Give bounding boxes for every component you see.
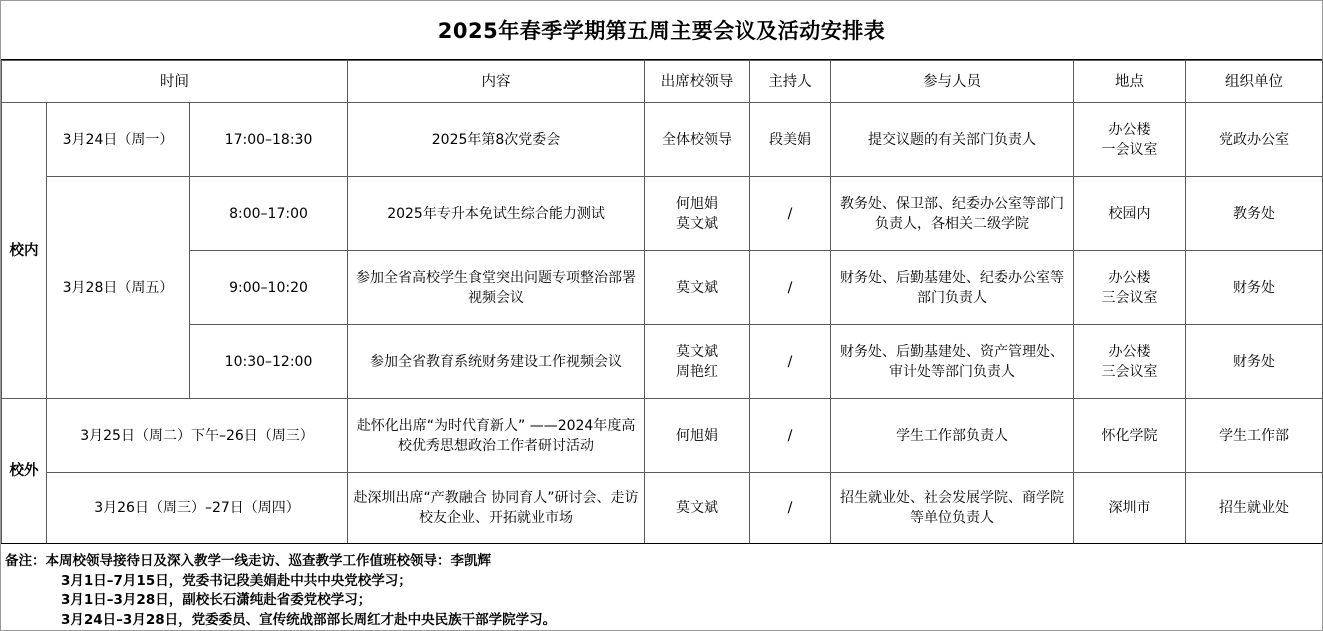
- participants-cell: 教务处、保卫部、纪委办公室等部门负责人，各相关二级学院: [831, 177, 1074, 251]
- table-row: [2, 325, 1323, 399]
- location-cell: 办公楼 三会议室: [1074, 325, 1186, 399]
- content-cell: 参加全省教育系统财务建设工作视频会议: [348, 325, 645, 399]
- header-organizer: 组织单位: [1186, 61, 1323, 103]
- header-participants: 参与人员: [831, 61, 1074, 103]
- participants-cell: 财务处、后勤基建处、资产管理处、审计处等部门负责人: [831, 325, 1074, 399]
- organizer-cell: 学生工作部: [1186, 399, 1323, 473]
- remarks-block: [1, 543, 1322, 630]
- header-host: 主持人: [750, 61, 831, 103]
- organizer-cell: 财务处: [1186, 251, 1323, 325]
- host-cell: 段美娟: [750, 103, 831, 177]
- table-row: [2, 251, 1323, 325]
- organizer-cell: 党政办公室: [1186, 103, 1323, 177]
- date-cell: 3月28日（周五）: [47, 177, 190, 399]
- schedule-table: [1, 60, 1323, 544]
- leader-cell: 何旭娟: [645, 399, 750, 473]
- datetime-cell: 3月26日（周三）–27日（周四）: [47, 473, 348, 544]
- group-off-campus: 校外: [2, 399, 47, 544]
- content-cell: 2025年第8次党委会: [348, 103, 645, 177]
- location-cell: 办公楼 一会议室: [1074, 103, 1186, 177]
- participants-cell: 财务处、后勤基建处、纪委办公室等部门负责人: [831, 251, 1074, 325]
- content-cell: 赴怀化出席“为时代育新人” ——2024年度高校优秀思想政治工作者研讨活动: [348, 399, 645, 473]
- participants-cell: 提交议题的有关部门负责人: [831, 103, 1074, 177]
- content-cell: 赴深圳出席“产教融合 协同育人”研讨会、走访校友企业、开拓就业市场: [348, 473, 645, 544]
- location-cell: 深圳市: [1074, 473, 1186, 544]
- time-cell: 9:00–10:20: [190, 251, 348, 325]
- remark-line: 3月1日–7月15日，党委书记段美娟赴中共中央党校学习；: [61, 572, 412, 589]
- participants-cell: 招生就业处、社会发展学院、商学院等单位负责人: [831, 473, 1074, 544]
- remark-line: 3月24日–3月28日，党委委员、宣传统战部部长周红才赴中央民族干部学院学习。: [61, 611, 557, 628]
- host-cell: /: [750, 251, 831, 325]
- group-on-campus: 校内: [2, 103, 47, 399]
- table-row: [2, 473, 1323, 544]
- organizer-cell: 招生就业处: [1186, 473, 1323, 544]
- leader-cell: 莫文斌: [645, 251, 750, 325]
- location-cell: 怀化学院: [1074, 399, 1186, 473]
- remark-line: 3月1日–3月28日，副校长石潇纯赴省委党校学习；: [61, 592, 372, 608]
- header-location: 地点: [1074, 61, 1186, 103]
- header-time: 时间: [2, 61, 348, 103]
- host-cell: /: [750, 325, 831, 399]
- datetime-cell: 3月25日（周二）下午–26日（周三）: [47, 399, 348, 473]
- location-cell: 办公楼 三会议室: [1074, 251, 1186, 325]
- date-cell: 3月24日（周一）: [47, 103, 190, 177]
- leader-cell: 莫文斌 周艳红: [645, 325, 750, 399]
- table-row: [2, 103, 1323, 177]
- location-cell: 校园内: [1074, 177, 1186, 251]
- content-cell: 参加全省高校学生食堂突出问题专项整治部署视频会议: [348, 251, 645, 325]
- table-row: [2, 399, 1323, 473]
- header-content: 内容: [348, 61, 645, 103]
- participants-cell: 学生工作部负责人: [831, 399, 1074, 473]
- leader-cell: 莫文斌: [645, 473, 750, 544]
- content-cell: 2025年专升本免试生综合能力测试: [348, 177, 645, 251]
- time-cell: 17:00–18:30: [190, 103, 348, 177]
- remark-line: 备注：本周校领导接待日及深入教学一线走访、巡查教学工作值班校领导：李凯辉: [5, 553, 491, 569]
- organizer-cell: 教务处: [1186, 177, 1323, 251]
- host-cell: /: [750, 473, 831, 544]
- leader-cell: 何旭娟 莫文斌: [645, 177, 750, 251]
- table-row: [2, 177, 1323, 251]
- organizer-cell: 财务处: [1186, 325, 1323, 399]
- header-row: [2, 61, 1323, 103]
- host-cell: /: [750, 399, 831, 473]
- time-cell: 8:00–17:00: [190, 177, 348, 251]
- host-cell: /: [750, 177, 831, 251]
- leader-cell: 全体校领导: [645, 103, 750, 177]
- time-cell: 10:30–12:00: [190, 325, 348, 399]
- page-title: 2025年春季学期第五周主要会议及活动安排表: [1, 1, 1322, 60]
- header-leader: 出席校领导: [645, 61, 750, 103]
